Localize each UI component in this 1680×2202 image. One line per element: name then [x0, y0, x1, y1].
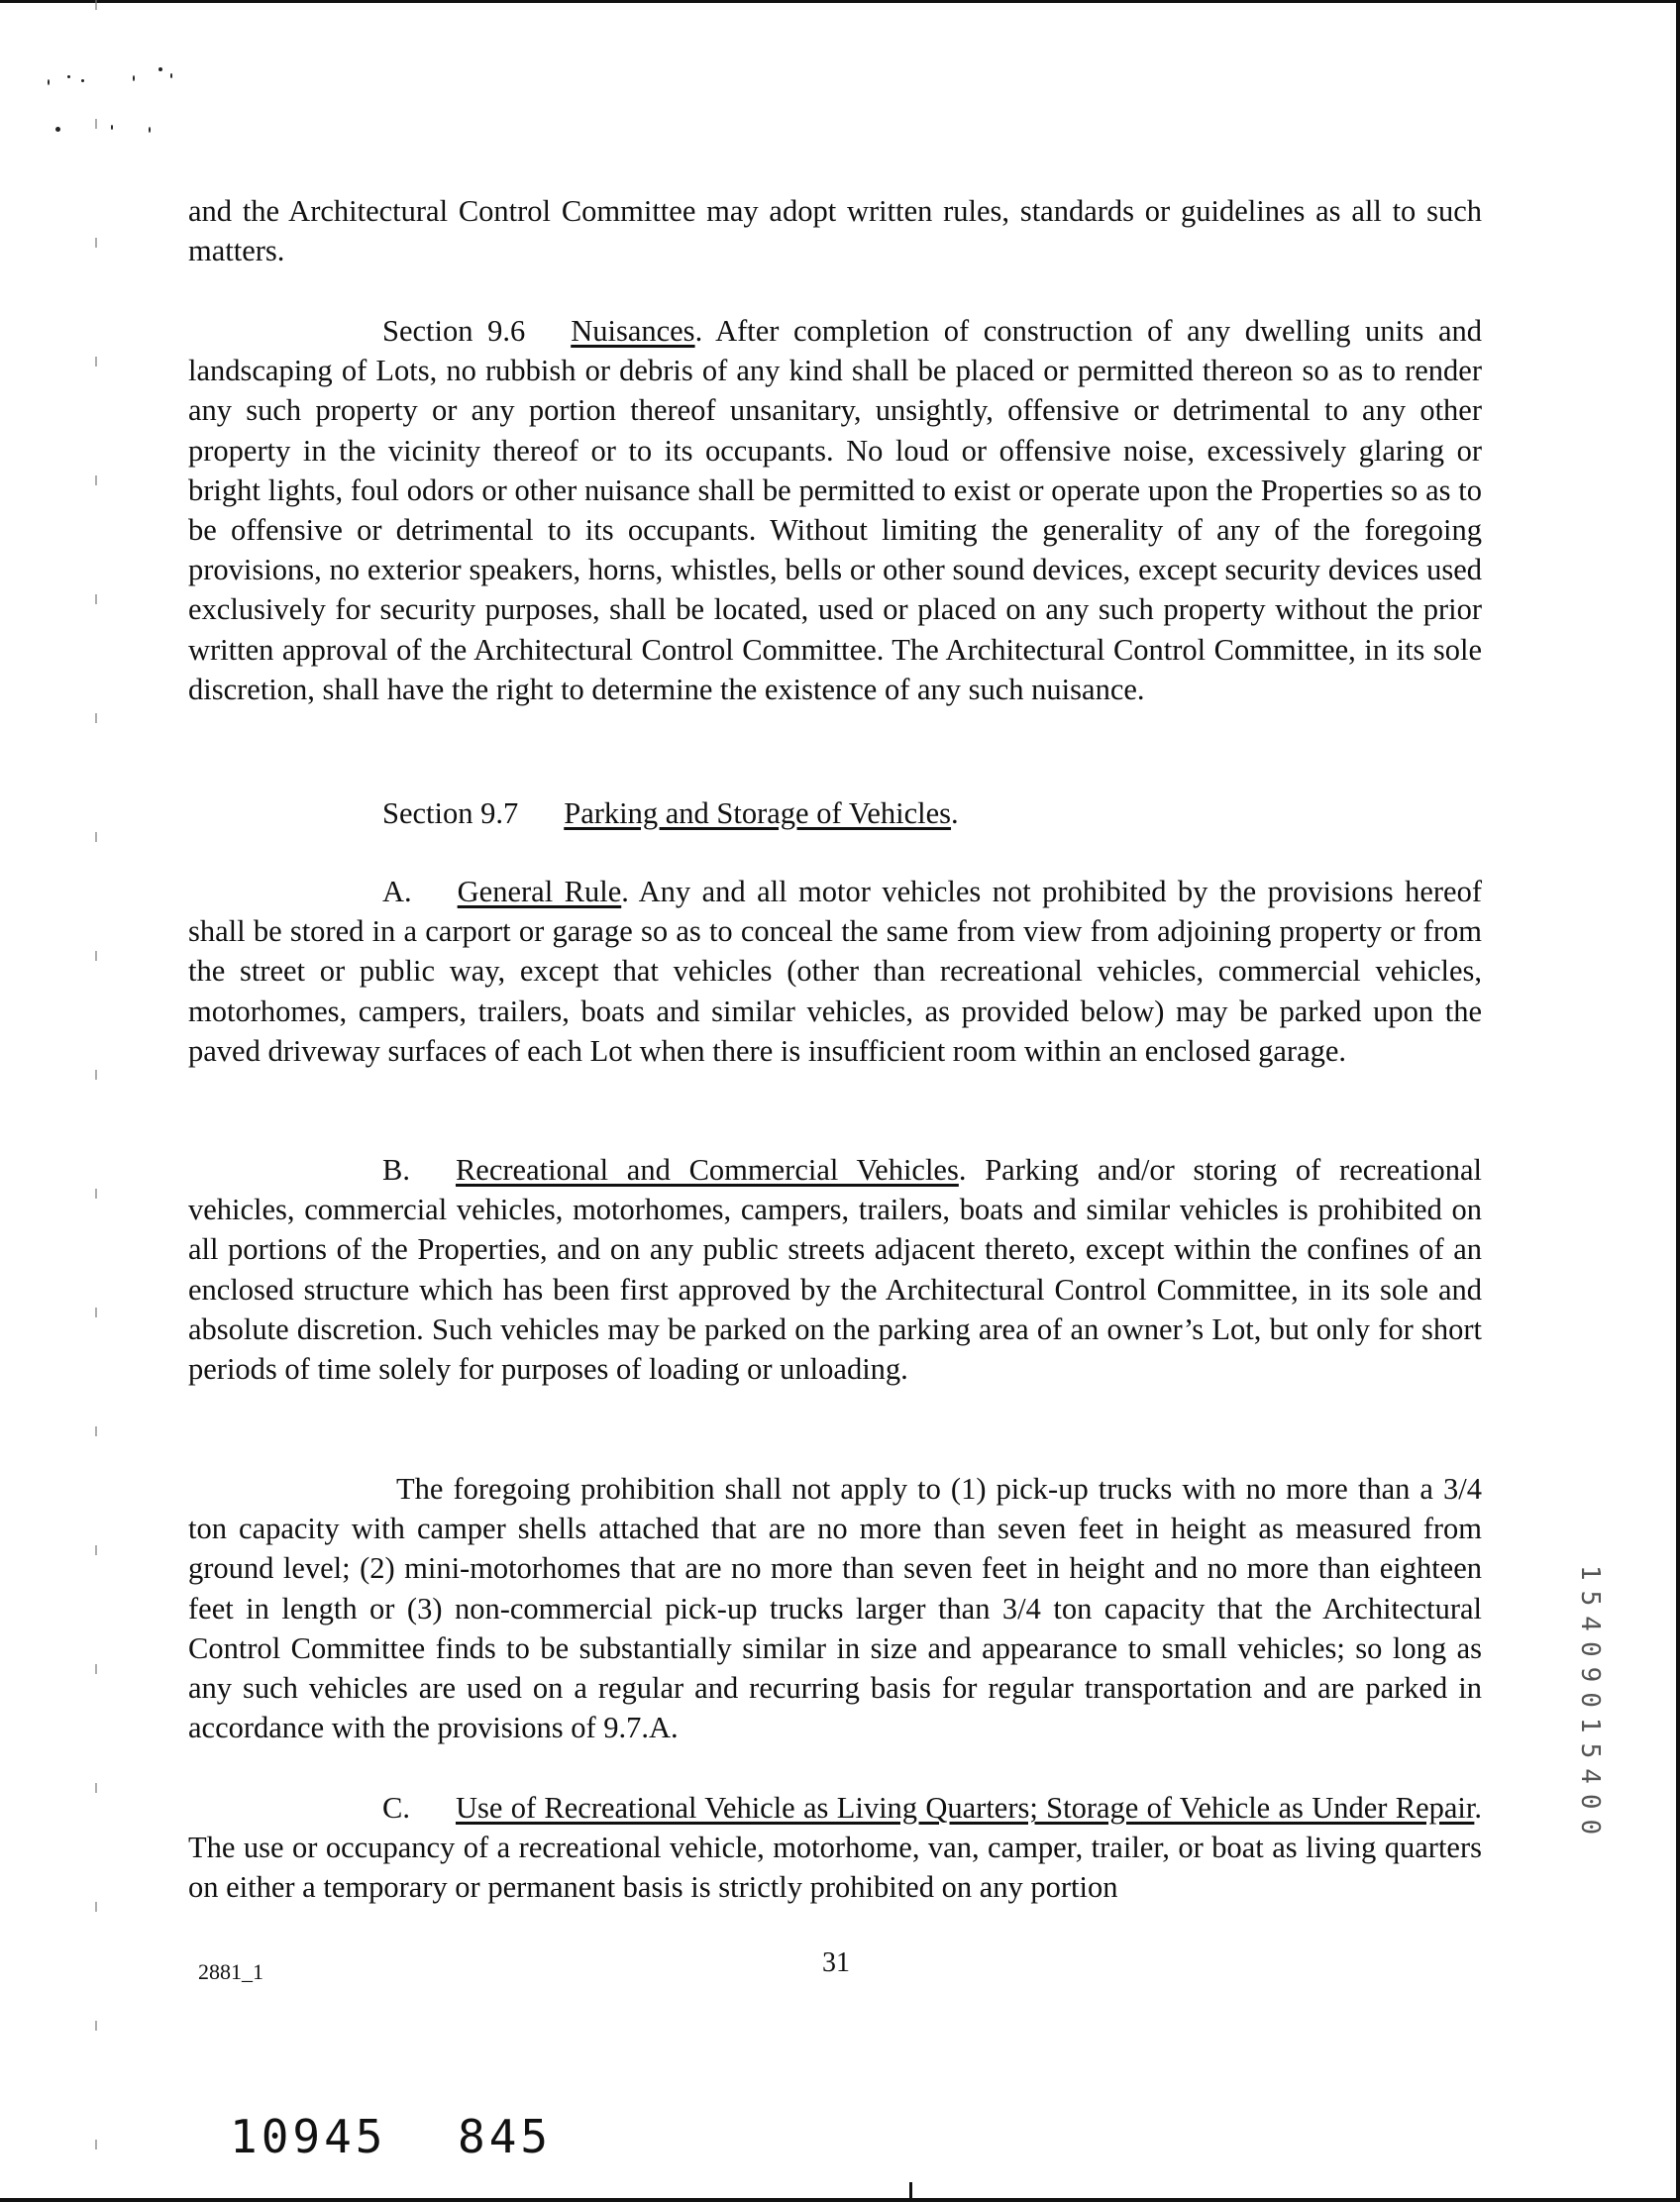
section-9-6-paragraph [188, 311, 1482, 709]
scan-speck [55, 127, 60, 132]
scan-edge-right [1676, 0, 1680, 2202]
section-9-7-title: Parking and Storage of Vehicles [564, 796, 952, 830]
subsection-b-body: . Parking and/or storing of recreational vehicles, commercial vehicles, motorhomes, campers, trailers, boats and similar vehicles is prohibited on all portions of the Properties, and on any public streets adjacent thereto, except within the confines of an enclosed structure which has been first approved by the Architectural Control Committee, in its sole and absolute discretion. Such vehicles may be parked on the parking area of an owner’s Lot, but only for short periods of time solely for purposes of loading or unloading. [188, 1153, 1482, 1387]
subsection-c-title: Use of Recreational Vehicle as Living Quarters; Storage of Vehicle as Under Repair [455, 1791, 1475, 1825]
subsection-b-paragraph [188, 1150, 1482, 1389]
scan-speck [133, 75, 135, 81]
subsection-b-label: B. [382, 1153, 410, 1187]
scan-edge-bottom [0, 2198, 1680, 2202]
intro-text: and the Architectural Control Committee may adopt written rules, standards or guidelines as all to such matters. [188, 194, 1482, 268]
subsection-c-body: . The use or occupancy of a recreational vehicle, motorhome, van, camper, trailer, or boat as living quarters on either a temporary or permanent basis is strictly prohibited on any portion [188, 1791, 1482, 1905]
subsection-c-label: C. [382, 1791, 410, 1825]
scan-speck [111, 125, 113, 130]
section-9-6-body: . After completion of construction of any dwelling units and landscaping of Lots, no rubbish or debris of any kind shall be placed or permitted thereon so as to render any such property or any portion thereof unsanitary, unsightly, offensive or detrimental to any other property in the vicinity thereof or to its occupants. No loud or offensive noise, excessively glaring or bright lights, foul odors or other nuisance shall be permitted to exist or operate upon the Properties so as to be offensive or detrimental to its occupants. Without limiting the generality of any of the foregoing provisions, no exterior speakers, horns, whistles, bells or other sound devices, except security devices used exclusively for security purposes, shall be located, used or placed on any such property without the prior written approval of the Architectural Control Committee. The Architectural Control Committee, in its sole discretion, shall have the right to determine the existence of any such nuisance. [188, 314, 1482, 706]
scan-speck [170, 73, 172, 78]
section-9-7-title-end: . [951, 796, 959, 830]
scan-left-margin-marks [95, 0, 97, 2202]
bates-number-right: 845 [458, 2110, 553, 2163]
section-9-6-title: Nuisances [571, 314, 695, 348]
margin-stamp [1575, 1565, 1615, 1902]
scan-speck [158, 67, 162, 71]
scan-speck [149, 127, 151, 133]
section-9-7-heading [188, 793, 1482, 833]
foregoing-paragraph [188, 1469, 1482, 1747]
foregoing-text: The foregoing prohibition shall not apply to (1) pick-up trucks with no more than a 3/4 ton capacity with camper shells attached that are no more than seven feet in height as measured from ground level; (2) mini-motorhomes that are no more than seven feet in height and no more than eighteen feet in length or (3) non-commercial pick-up trucks larger than 3/4 ton capacity that the Architectural Control Committee finds to be substantially similar in size and appearance to small vehicles; so long as any such vehicles are used on a regular and recurring basis for regular transportation and are parked in accordance with the provisions of 9.7.A. [188, 1472, 1482, 1745]
subsection-c-paragraph [188, 1788, 1482, 1908]
intro-paragraph [188, 191, 1482, 270]
scan-bottom-tick [909, 2182, 912, 2198]
bates-number-left: 10945 [230, 2110, 387, 2163]
document-id: 2881_1 [198, 1959, 263, 1984]
subsection-a-title: General Rule [457, 875, 622, 908]
section-9-7-number: Section 9.7 [382, 796, 519, 830]
subsection-a-label: A. [382, 875, 412, 908]
section-9-6-number: Section 9.6 [382, 314, 526, 348]
subsection-b-title: Recreational and Commercial Vehicles [455, 1153, 959, 1187]
scan-speck [81, 79, 84, 82]
scan-edge-top [0, 0, 1680, 3]
margin-stamp-text: 15409015400 [1575, 1565, 1605, 1845]
page-number: 31 [822, 1947, 850, 1978]
subsection-a-body: . Any and all motor vehicles not prohibited by the provisions hereof shall be stored in a carport or garage so as to conceal the same from view from adjoining property or from the street or public way, except that vehicles (other than recreational vehicles, commercial vehicles, motorhomes, campers, trailers, boats and similar vehicles, as provided below) may be parked upon the paved driveway surfaces of each Lot when there is insufficient room within an enclosed garage. [188, 875, 1483, 1068]
subsection-a-paragraph [188, 872, 1482, 1071]
scan-speck [48, 79, 50, 85]
scan-speck [67, 75, 70, 78]
